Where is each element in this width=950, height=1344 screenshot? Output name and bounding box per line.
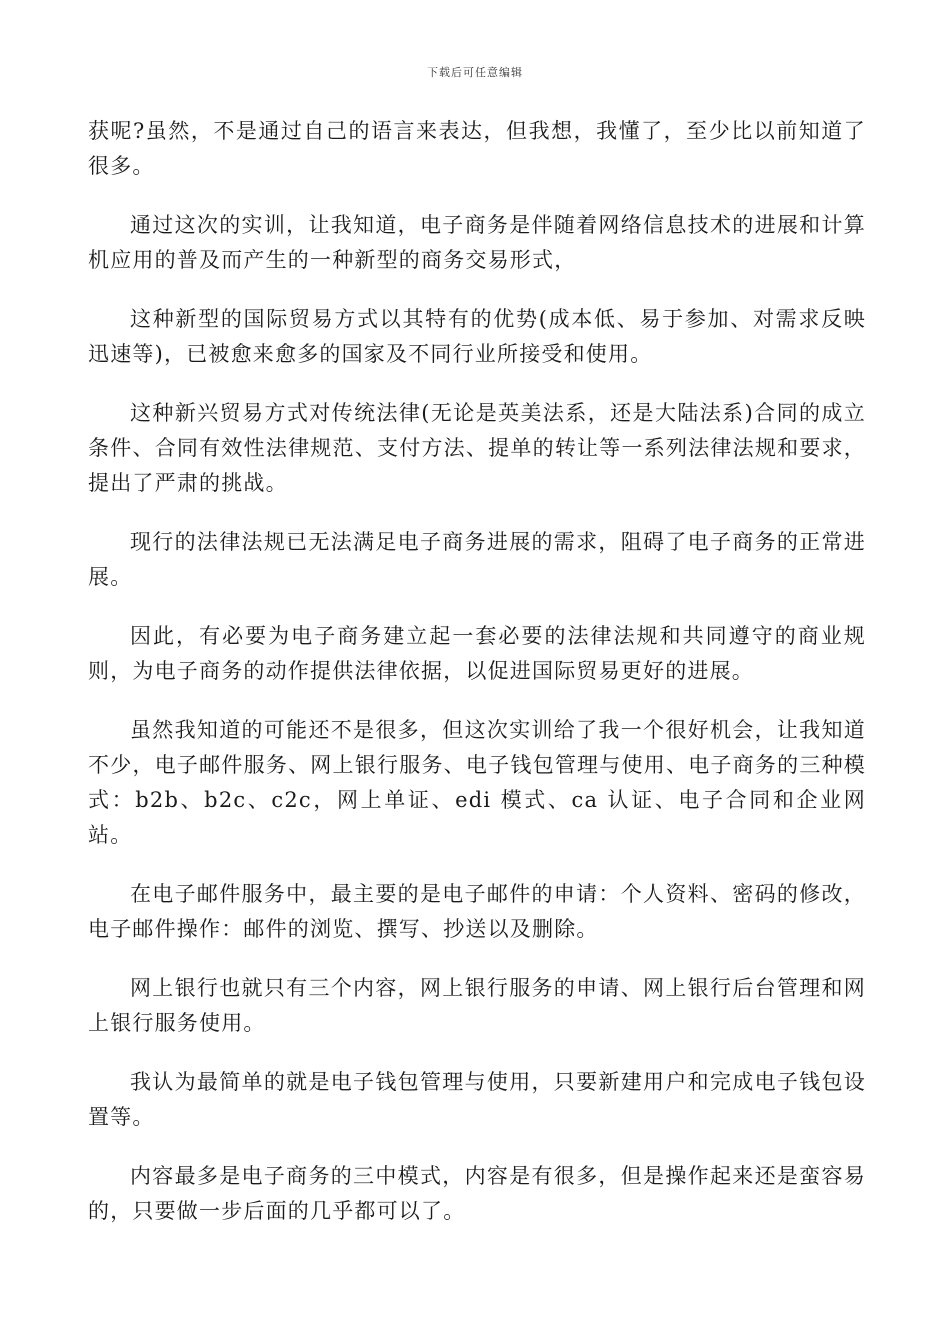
document-body <box>88 114 866 1253</box>
page-header: 下载后可任意编辑 <box>427 66 523 79</box>
paragraph: 获呢?虽然，不是通过自己的语言来表达，但我想，我懂了，至少比以前知道了很多。 <box>88 119 866 178</box>
paragraph: 我认为最简单的就是电子钱包管理与使用，只要新建用户和完成电子钱包设置等。 <box>88 1070 866 1129</box>
paragraph: 网上银行也就只有三个内容，网上银行服务的申请、网上银行后台管理和网上银行服务使用。 <box>88 976 866 1035</box>
paragraph: 这种新兴贸易方式对传统法律(无论是英美法系，还是大陆法系)合同的成立条件、合同有效性法律规范、支付方法、提单的转让等一系列法律法规和要求，提出了严肃的挑战。 <box>88 401 866 495</box>
paragraph: 在电子邮件服务中，最主要的是电子邮件的申请：个人资料、密码的修改，电子邮件操作：邮件的浏览、撰写、抄送以及删除。 <box>88 882 866 941</box>
paragraph: 因此，有必要为电子商务建立起一套必要的法律法规和共同遵守的商业规则，为电子商务的动作提供法律依据，以促进国际贸易更好的进展。 <box>88 624 866 683</box>
paragraph: 虽然我知道的可能还不是很多，但这次实训给了我一个很好机会，让我知道不少，电子邮件服务、网上银行服务、电子钱包管理与使用、电子商务的三种模式：b2b、b2c、c2c，网上单证、edi 模式、ca 认证、电子合同和企业网站。 <box>88 718 866 847</box>
paragraph: 这种新型的国际贸易方式以其特有的优势(成本低、易于参加、对需求反映迅速等)，已被愈来愈多的国家及不同行业所接受和使用。 <box>88 307 866 366</box>
paragraph: 内容最多是电子商务的三中模式，内容是有很多，但是操作起来还是蛮容易的，只要做一步后面的几乎都可以了。 <box>88 1164 866 1223</box>
paragraph: 通过这次的实训，让我知道，电子商务是伴随着网络信息技术的进展和计算机应用的普及而产生的一种新型的商务交易形式， <box>88 213 866 272</box>
paragraph: 现行的法律法规已无法满足电子商务进展的需求，阻碍了电子商务的正常进展。 <box>88 530 866 589</box>
